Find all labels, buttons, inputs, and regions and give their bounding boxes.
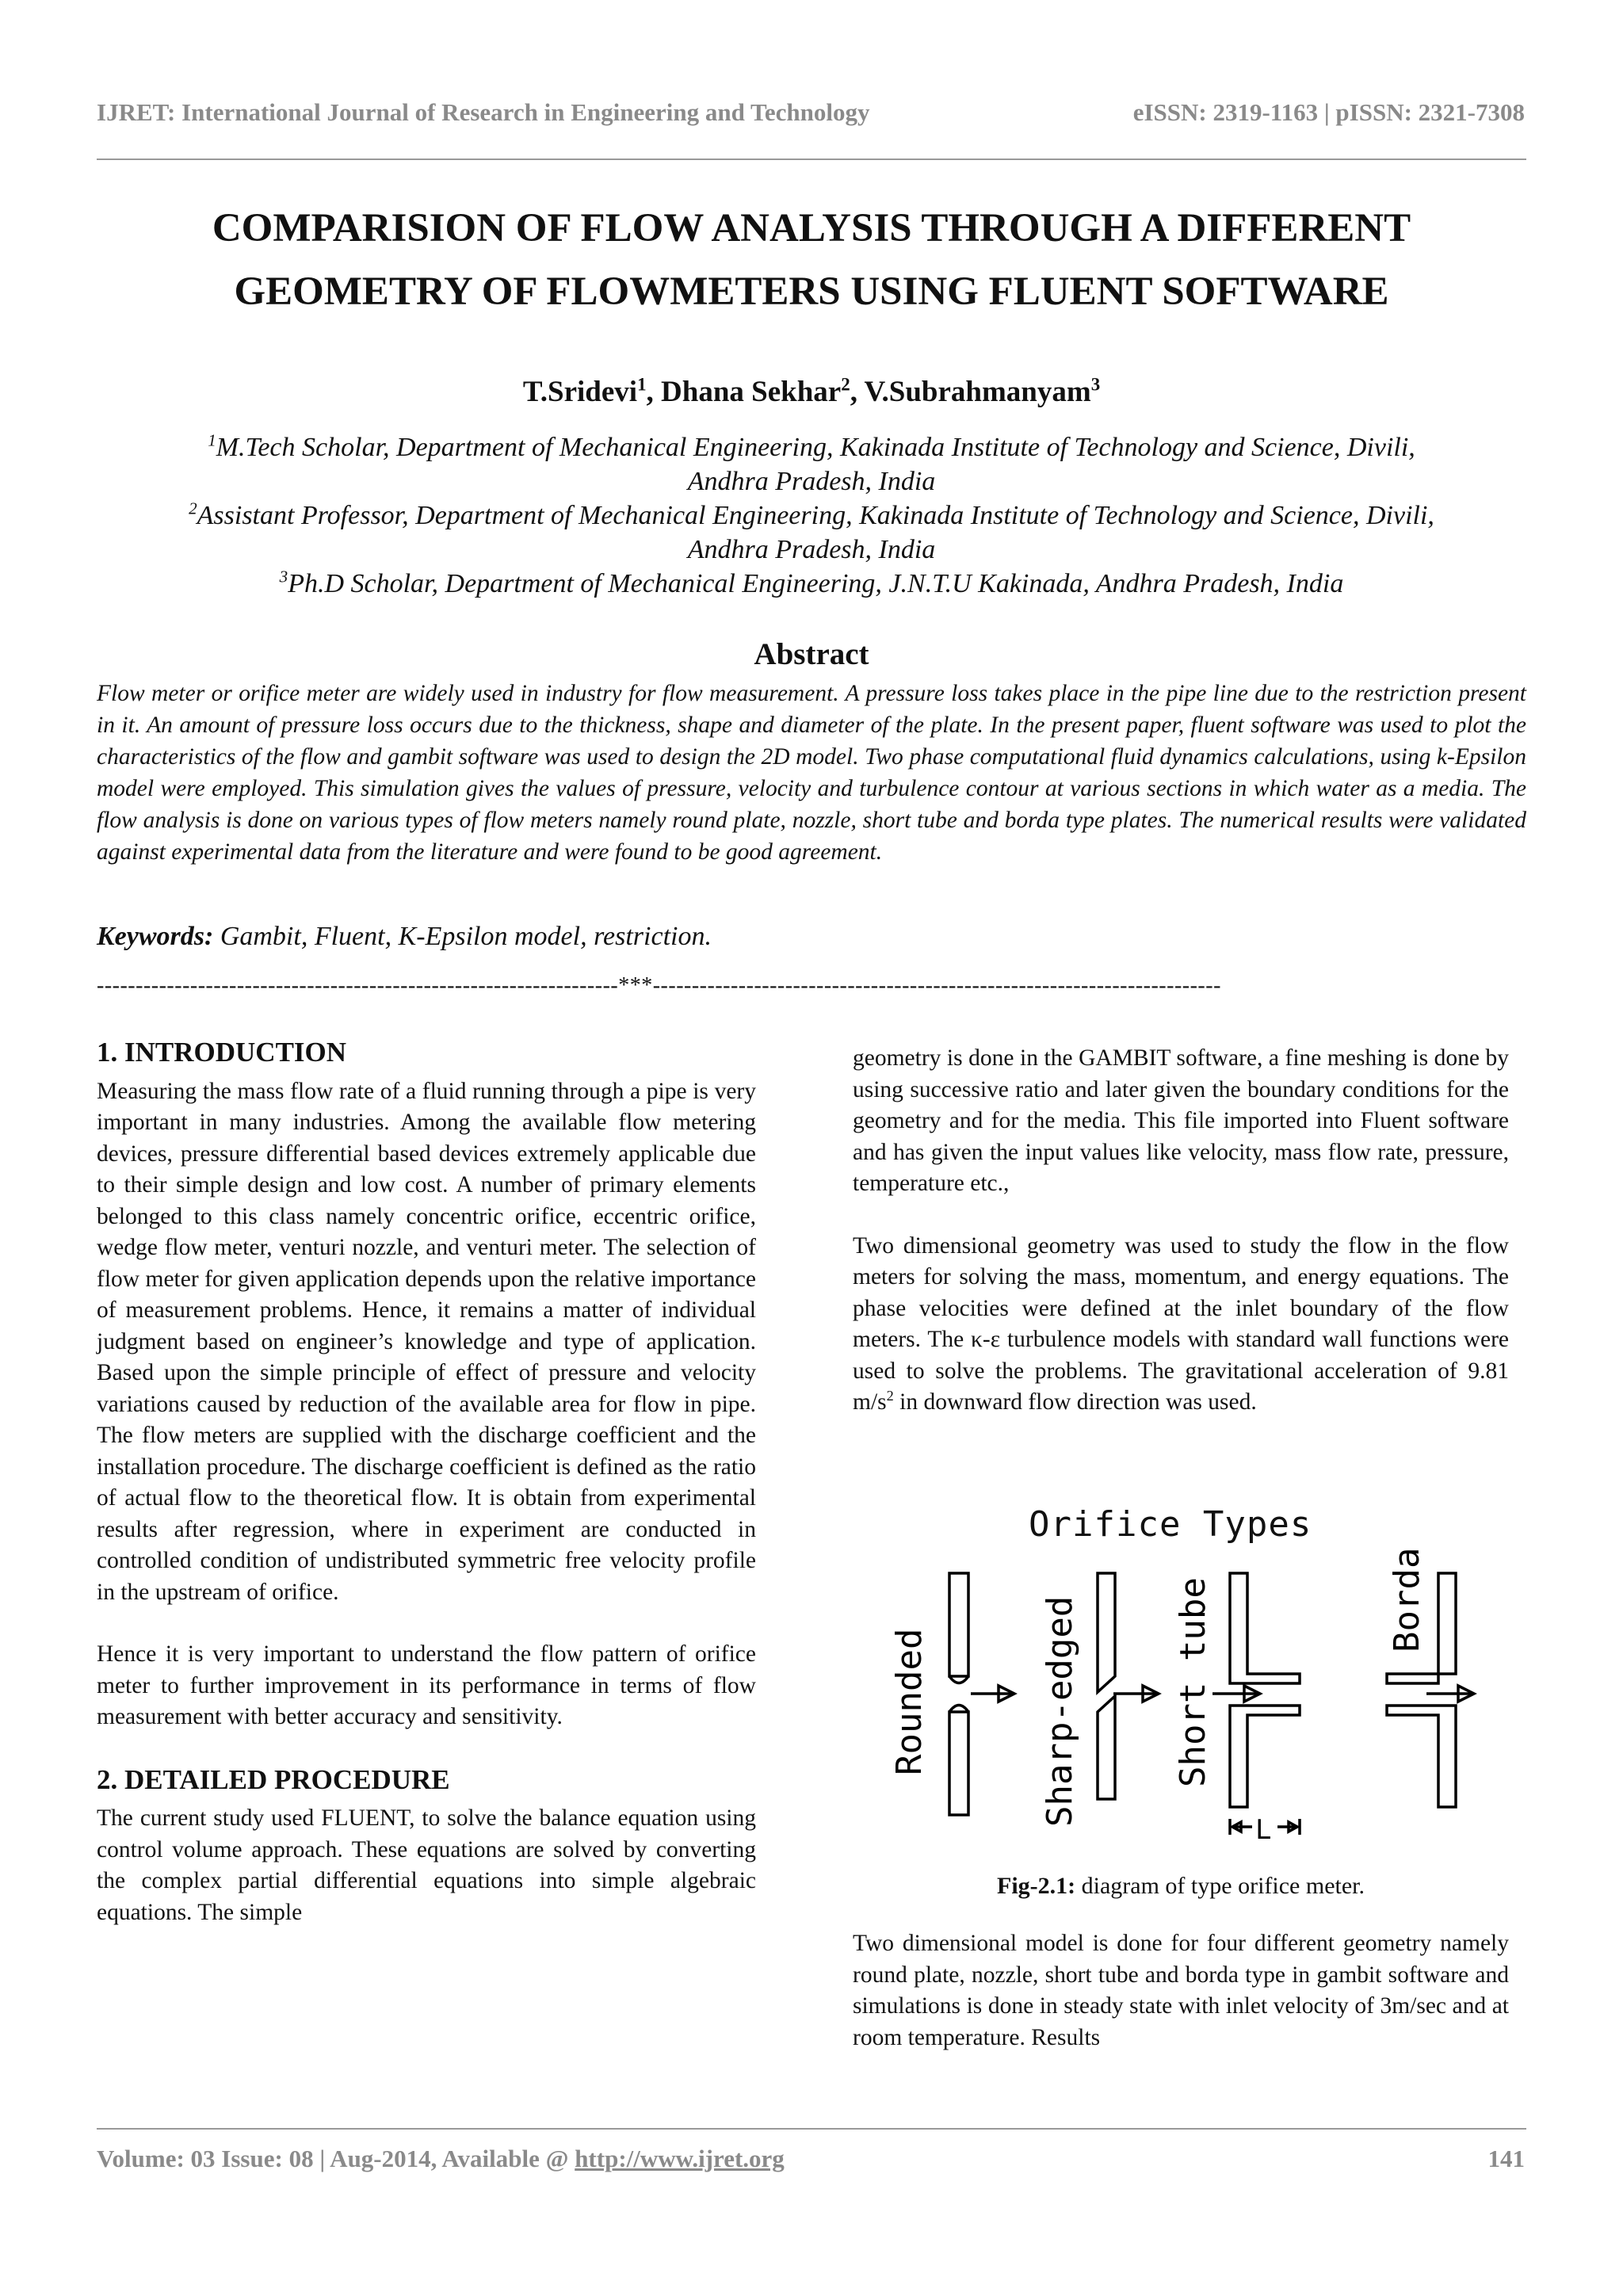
journal-website-link[interactable]: http://www.ijret.org xyxy=(575,2145,785,2172)
section-1-paragraph-1: Measuring the mass flow rate of a fluid running through a pipe is very important in many industries. Among the available flow metering devices, pressure differential based devices extremely applicable due to their simple design and low cost. A number of primary elements belonged to this class namely concentric orifice, eccentric orifice, wedge flow meter, venturi nozzle, and venturi meter. The selection of flow meter for given application depends upon the relative importance of measurement problems. Hence, it remains a matter of individual judgment based on engineer’s knowledge and type of application. Based upon the simple principle of effect of pressure and velocity variations caused by reduction of the available area for flow in pipe. The flow meters are supplied with the discharge coefficient and the installation procedure. The discharge coefficient is defined as the ratio of actual flow to the theoretical flow. It is obtain from experimental results after regression, where in experiment are conducted in controlled condition of undistributed symmetric free velocity profile in the upstream of orifice. xyxy=(97,1078,756,1605)
orifice-types-figure xyxy=(872,1411,1537,1839)
section-2-heading: 2. DETAILED PROCEDURE xyxy=(97,1763,450,1795)
section-1-heading: 1. INTRODUCTION xyxy=(97,1037,347,1068)
label-borda: Borda xyxy=(1387,1547,1427,1652)
right-column-bottom xyxy=(853,1928,1509,2084)
rounded-plate-top xyxy=(949,1573,968,1676)
right-paragraph-1: geometry is done in the GAMBIT software, a fine meshing is done by using successive ratio and later given the boundary conditions for the geometry and for the media. This file imported into Fluent software and has given the input values like velocity, mass flow rate, pressure, temperature etc., xyxy=(853,1045,1509,1196)
right-paragraph-3: Two dimensional model is done for four different geometry namely round plate, nozzle, short tube and borda type in gambit software and simulations is done in steady state with inlet velocity of 3m/sec and at room temperature. Results xyxy=(853,1931,1509,2050)
affiliation-2-line-1: Assistant Professor, Department of Mechanical Engineering, Kakinada Institute of Technology and Science, Divili, xyxy=(197,501,1434,530)
sharp-plate-bottom xyxy=(1098,1696,1115,1799)
section-1-paragraph-2: Hence it is very important to understand the flow pattern of orifice meter to further improvement in its performance in terms of flow measurement with better accuracy and sensitivity. xyxy=(97,1641,756,1729)
author-list xyxy=(0,375,1623,409)
label-short-tube: Short tube xyxy=(1173,1577,1213,1787)
author-3: V.Subrahmanyam xyxy=(864,376,1091,408)
right-column-top xyxy=(853,1043,1509,1450)
borda-bottom xyxy=(1387,1706,1456,1807)
affiliation-2 xyxy=(95,499,1528,567)
figure-caption-label: Fig-2.1: xyxy=(997,1873,1076,1899)
section-separator: -------------------------------------------------------------------***------------------------------------------------------------------------- xyxy=(97,973,1221,998)
paper-title xyxy=(95,197,1528,323)
rounded-plate-bottom xyxy=(949,1712,968,1815)
affiliation-1-line-2: Andhra Pradesh, India xyxy=(687,467,936,496)
header-rule xyxy=(97,159,1526,160)
footer-volume-text: Volume: 03 Issue: 08 | Aug-2014, Available @ xyxy=(97,2145,575,2172)
affiliation-3-sup: 3 xyxy=(279,567,288,586)
left-column xyxy=(97,1037,756,1959)
affiliation-2-sup: 2 xyxy=(189,499,197,518)
affiliation-1-line-1: M.Tech Scholar, Department of Mechanical Engineering, Kakinada Institute of Technology and Science, Divili, xyxy=(216,433,1415,462)
label-sharp-edged: Sharp-edged xyxy=(1040,1595,1080,1827)
figure-caption xyxy=(853,1873,1509,1900)
running-header-journal: IJRET: International Journal of Research in Engineering and Technology xyxy=(97,98,870,126)
short-tube-top xyxy=(1230,1573,1300,1683)
right-paragraph-2 xyxy=(853,1231,1509,1419)
affiliation-2-line-2: Andhra Pradesh, India xyxy=(687,535,936,564)
running-header-issn: eISSN: 2319-1163 | pISSN: 2321-7308 xyxy=(1132,98,1525,126)
keywords-text: Gambit, Fluent, K-Epsilon model, restriction. xyxy=(213,922,712,951)
keywords-label: Keywords: xyxy=(97,922,214,951)
author-1-sup: 1 xyxy=(637,374,647,395)
section-2-paragraph-1: The current study used FLUENT, to solve the balance equation using control volume approach. These equations are solved by converting the complex partial differential equations into simple algebraic equations. The simple xyxy=(97,1805,756,1925)
figure-caption-text: diagram of type orifice meter. xyxy=(1075,1873,1365,1899)
affiliation-3 xyxy=(95,567,1528,601)
affiliation-1-sup: 1 xyxy=(208,430,216,450)
title-line-2: GEOMETRY OF FLOWMETERS USING FLUENT SOFTWARE xyxy=(234,269,1389,314)
page-number: 141 xyxy=(1487,2145,1525,2172)
author-2: Dhana Sekhar xyxy=(661,376,842,408)
author-3-sup: 3 xyxy=(1090,374,1101,395)
author-2-sup: 2 xyxy=(841,374,850,395)
author-separator: , xyxy=(646,376,662,408)
keywords xyxy=(97,922,1526,952)
footer-rule xyxy=(97,2128,1526,2130)
affiliation-1 xyxy=(95,430,1528,499)
affiliation-3-line-1: Ph.D Scholar, Department of Mechanical Engineering, J.N.T.U Kakinada, Andhra Pradesh, India xyxy=(288,569,1344,598)
right-paragraph-2-tail: in downward flow direction was used. xyxy=(893,1389,1257,1415)
title-line-1: COMPARISION OF FLOW ANALYSIS THROUGH A DIFFERENT xyxy=(212,206,1411,250)
abstract-heading: Abstract xyxy=(754,637,869,671)
author-separator: , xyxy=(850,376,865,408)
figure-title: Orifice Types xyxy=(1029,1504,1312,1545)
dim-label: L xyxy=(1255,1814,1272,1839)
right-paragraph-2-text: Two dimensional geometry was used to study the flow in the flow meters for solving the mass, momentum, and energy equations. The phase velocities were defined at the inlet boundary of the flow meters. The κ-ε turbulence models with standard wall functions were used to solve the problems. The gravitational acceleration of 9.81 m/s xyxy=(853,1232,1509,1415)
sharp-plate-top xyxy=(1098,1573,1115,1692)
short-tube-bottom xyxy=(1230,1706,1300,1807)
label-rounded: Rounded xyxy=(889,1628,930,1775)
abstract-text: Flow meter or orifice meter are widely used in industry for flow measurement. A pressure loss takes place in the pipe line due to the restriction present in it. An amount of pressure loss occurs due to the thickness, shape and diameter of the plate. In the present paper, fluent software was used to plot the characteristics of the flow and gambit software was used to design the 2D model. Two phase computational fluid dynamics calculations, using k-Epsilon model were employed. This simulation gives the values of pressure, velocity and turbulence contour at various sections in which water as a media. The flow analysis is done on various types of flow meters namely round plate, nozzle, short tube and borda type plates. The numerical results were validated against experimental data from the literature and were found to be good agreement. xyxy=(97,681,1526,865)
right-paragraph-2-sup: 2 xyxy=(886,1388,894,1404)
author-1: T.Sridevi xyxy=(522,376,638,408)
footer-volume-info xyxy=(97,2145,785,2173)
